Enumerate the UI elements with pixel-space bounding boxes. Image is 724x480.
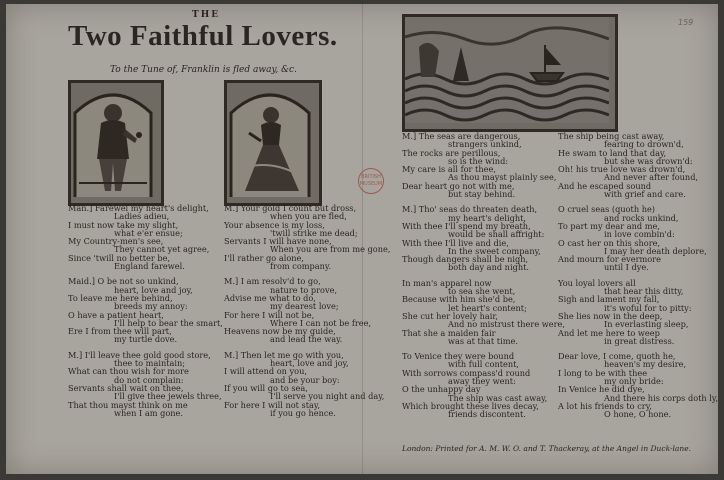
verse-line: And no mistrust there were, (448, 319, 565, 330)
stanza (224, 204, 390, 270)
stanza (224, 277, 390, 343)
verse-line: it's woful for to pitty: (604, 302, 692, 313)
verse-line: M.] Your gold I count but dross, (224, 203, 357, 213)
verse-line: when I am gone. (114, 407, 183, 418)
verse-line: To Venice they were bound (402, 351, 515, 362)
verse-line: With thee I'll spend my breath, (402, 220, 531, 231)
verse-line: my turtle dove. (114, 334, 178, 345)
ballad-title: Two Faithful Lovers. (68, 20, 338, 52)
verse-line: M.] The seas are dangerous, (402, 131, 521, 141)
printer-imprint: London: Printed for A. M. W. O. and T. Thackeray, at the Angel in Duck-lane. (402, 444, 692, 453)
verse-line: I'll serve you night and day, (270, 391, 385, 402)
verse-line: fearing to drown'd, (604, 139, 684, 150)
verse-line: And never after found, (604, 172, 699, 183)
verse-line: Since 'twill no better be, (68, 252, 171, 263)
museum-stamp: BRITISH MUSEUM (358, 168, 384, 194)
verse-line: Where I can not be free, (270, 317, 372, 328)
verse-line: As thou mayst plainly see, (448, 172, 557, 183)
stanza (68, 351, 223, 417)
verse-line: I'll help to bear the smart, (114, 317, 223, 328)
verse-line: In the sweet company, (448, 245, 541, 256)
stanza (68, 204, 223, 270)
verse-line: friends discontent. (448, 409, 526, 420)
stanza (402, 205, 565, 271)
verse-line: heaven's my desire, (604, 359, 687, 370)
verse-line: Because with him she'd be, (402, 294, 516, 305)
verse-line: What can thou wish for more (68, 366, 189, 377)
verse-line: I'll rather go alone, (224, 252, 304, 263)
verse-line: You loyal lovers all (558, 277, 636, 288)
verse-line: If you will go to sea, (224, 382, 308, 393)
stanza (402, 132, 565, 198)
text-column-1 (68, 204, 223, 424)
verse-line: And there his corps doth ly, (604, 392, 719, 403)
verse-line: Heavens now be my guide, (224, 326, 336, 337)
verse-line: Ladies adieu, (114, 211, 170, 222)
verse-line: O cruel seas (quoth he) (558, 204, 656, 215)
verse-line: breeds my annoy: (114, 301, 188, 312)
verse-line: M.] Then let me go with you, (224, 349, 344, 360)
verse-line: Your absence is my loss, (224, 219, 325, 230)
verse-line: My Country-men's see, (68, 236, 164, 247)
verse-line: to sea she went, (448, 286, 516, 297)
verse-line: Sigh and lament my fall, (558, 294, 660, 305)
verse-line: 'twill strike me dead; (270, 227, 358, 238)
stanza (558, 132, 718, 198)
shelfmark: 159 (678, 18, 694, 27)
verse-line: both day and night. (448, 262, 529, 273)
verse-line: in love combin'd: (604, 229, 675, 240)
stanza (558, 352, 718, 418)
verse-line: Servants shall wait on thee, (68, 382, 184, 393)
verse-line: When you are from me gone, (270, 244, 391, 255)
verse-line: She lies now in the deep, (558, 310, 663, 321)
verse-line: For here I will not stay, (224, 399, 321, 410)
verse-line: would be shall affright: (448, 229, 545, 240)
verse-line: Maid.] O be not so unkind, (68, 276, 179, 287)
verse-line: O cast her on this shore, (558, 237, 661, 248)
stanza (558, 279, 718, 345)
verse-line: To part my dear and me, (558, 220, 660, 231)
verse-line: my dearest love; (270, 301, 339, 312)
verse-line: in great distress. (604, 335, 675, 346)
verse-line: M.] Tho' seas do threaten death, (402, 204, 538, 215)
verse-line: from company. (270, 261, 332, 272)
verse-line: heart, love and joy, (114, 284, 193, 295)
pre-title: THE (192, 10, 221, 20)
verse-line: For here I will not be, (224, 309, 315, 320)
verse-line: M.] I'll leave thee gold good store, (68, 349, 211, 360)
verse-line: if you go hence. (270, 407, 336, 418)
verse-line: Which brought these lives decay, (402, 400, 539, 411)
verse-line: The ship being cast away, (558, 131, 665, 141)
verse-line: M.] I am resolv'd to go, (224, 276, 321, 287)
verse-line: I may her death deplore, (604, 245, 707, 256)
verse-line: away they went: (448, 376, 516, 387)
verse-line: heart, love and joy, (270, 358, 349, 369)
verse-line: and lead the way. (270, 334, 343, 345)
verse-line: I long to be with thee (558, 367, 648, 378)
verse-line: England farewel. (114, 261, 185, 272)
verse-line: when you are fled, (270, 211, 347, 222)
verse-line: with grief and care. (604, 189, 686, 200)
verse-line: And let me here to weep (558, 327, 660, 338)
verse-line: O have a patient heart, (68, 309, 164, 320)
shipwreck-woodcut-icon (402, 14, 618, 132)
verse-line: Dear heart go not with me, (402, 180, 515, 191)
verse-line: nature to prove, (270, 284, 338, 295)
verse-line: That thou mayst think on me (68, 399, 188, 410)
stanza (402, 352, 565, 418)
verse-line: O hone, O hone. (604, 409, 672, 420)
verse-line: A lot his friends to cry, (558, 400, 652, 411)
text-column-2 (224, 204, 390, 424)
verse-line: and rocks unkind, (604, 212, 679, 223)
text-column-3 (402, 132, 565, 426)
text-column-4 (558, 132, 718, 426)
verse-line: what e'er ensue; (114, 227, 183, 238)
verse-line: With sorrows compass'd round (402, 367, 531, 378)
tune-line: To the Tune of, Franklin is fled away, &c. (110, 65, 297, 75)
verse-line: Ere I from thee will part, (68, 326, 172, 337)
verse-line: That she a maiden fair (402, 327, 496, 338)
verse-line: And mourn for evermore (558, 254, 661, 265)
man-woodcut-icon (68, 80, 164, 206)
verse-line: And he escaped sound (558, 180, 652, 191)
verse-line: was at that time. (448, 335, 518, 346)
verse-line: They cannot yet agree, (114, 244, 210, 255)
verse-line: with full content, (448, 359, 520, 370)
verse-line: With thee I'll live and die, (402, 237, 509, 248)
verse-line: but stay behind. (448, 189, 516, 200)
stanza (402, 279, 565, 345)
verse-line: do not complain: (114, 374, 184, 385)
verse-line: In everlasting sleep, (604, 319, 689, 330)
verse-line: My care is all for thee, (402, 164, 496, 175)
verse-line: In man's apparel now (402, 277, 492, 288)
verse-line: Advise me what to do, (224, 292, 316, 303)
verse-line: so is the wind: (448, 155, 509, 166)
verse-line: my heart's delight, (448, 212, 526, 223)
woman-woodcut-icon (224, 80, 322, 206)
verse-line: I'll give thee jewels three, (114, 391, 222, 402)
verse-line: but she was drown'd: (604, 155, 693, 166)
verse-line: To leave me here behind, (68, 292, 173, 303)
verse-line: let heart's content; (448, 302, 527, 313)
verse-line: that hear this ditty, (604, 286, 684, 297)
verse-line: She cut her lovely hair, (402, 310, 498, 321)
verse-line: Man.] Farewel my heart's delight, (68, 203, 209, 213)
verse-line: strangers unkind, (448, 139, 522, 150)
verse-line: Servants I will have none, (224, 236, 332, 247)
verse-line: In Venice he did dye, (558, 384, 645, 395)
verse-line: Dear love, I come, quoth he, (558, 351, 676, 362)
stanza (68, 277, 223, 343)
broadside-sheet (6, 4, 718, 474)
verse-line: until I dye. (604, 262, 649, 273)
verse-line: The ship was cast away, (448, 392, 548, 403)
verse-line: I will attend on you, (224, 366, 307, 377)
stanza (224, 351, 390, 417)
verse-line: He swam to land that day, (558, 147, 667, 158)
verse-line: Though dangers shall be nigh, (402, 254, 529, 265)
verse-line: O the unhappy day (402, 384, 481, 395)
verse-line: thee to maintain; (114, 358, 186, 369)
verse-line: and be your boy: (270, 374, 340, 385)
verse-line: my only bride: (604, 376, 664, 387)
verse-line: I must now take my slight, (68, 219, 179, 230)
verse-line: Oh! his true love was drown'd, (558, 164, 686, 175)
stanza (558, 205, 718, 271)
verse-line: The rocks are perillous, (402, 147, 501, 158)
